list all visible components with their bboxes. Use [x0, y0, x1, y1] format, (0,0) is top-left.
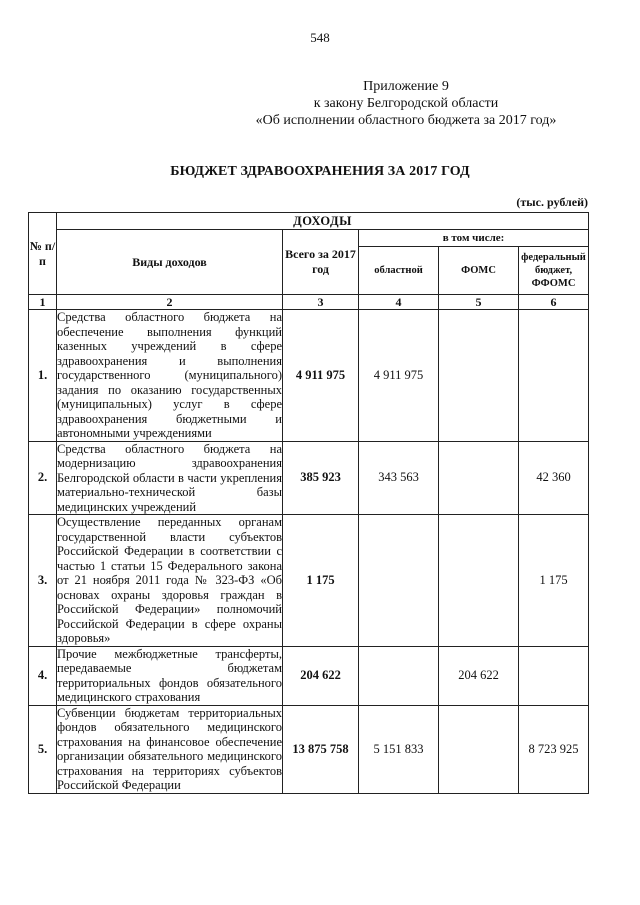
table-row — [29, 310, 589, 442]
column-number: 2 — [57, 295, 283, 310]
header-total: Всего за 2017 год — [283, 230, 359, 295]
row-description: Средства областного бюджета на модернизацию здравоохранения Белгородской области в части укрепления материально-технической базы медицинских учреждений — [57, 441, 282, 514]
table-row — [29, 515, 589, 647]
row-total: 13 875 758 — [283, 705, 359, 793]
row-regional — [359, 515, 439, 647]
row-federal — [519, 310, 589, 442]
header-kind: Виды доходов — [57, 230, 283, 295]
row-number: 4. — [29, 646, 57, 705]
header-foms: ФОМС — [439, 247, 519, 295]
row-foms — [439, 310, 519, 442]
appendix-note — [226, 78, 586, 129]
page-number: 548 — [310, 30, 330, 45]
row-regional: 343 563 — [359, 441, 439, 515]
row-foms — [439, 705, 519, 793]
row-foms — [439, 515, 519, 647]
row-regional — [359, 646, 439, 705]
column-number: 5 — [439, 295, 519, 310]
row-foms — [439, 441, 519, 515]
row-total: 4 911 975 — [283, 310, 359, 442]
row-federal — [519, 646, 589, 705]
row-total: 385 923 — [283, 441, 359, 515]
document-title: БЮДЖЕТ ЗДРАВООХРАНЕНИЯ ЗА 2017 ГОД — [170, 164, 470, 179]
header-including: в том числе: — [359, 230, 589, 247]
row-description: Прочие межбюджетные трансферты, передаваемые бюджетам территориальных фондов обязательного медицинского страхования — [57, 646, 282, 704]
column-number: 6 — [519, 295, 589, 310]
row-federal: 8 723 925 — [519, 705, 589, 793]
row-federal: 1 175 — [519, 515, 589, 647]
column-number: 3 — [283, 295, 359, 310]
budget-table — [28, 212, 589, 794]
units-label: (тыс. рублей) — [516, 195, 588, 209]
header-regional: областной — [359, 247, 439, 295]
header-federal: федеральный бюджет, ФФОМС — [519, 247, 589, 295]
row-number: 2. — [29, 441, 57, 515]
row-description: Средства областного бюджета на обеспечение выполнения функций казенных учреждений в сфере здравоохранения и выполнения государственного (муниципального) задания по оказанию государственных (муниципальных) услуг в сфере здравоохранения бюджетными и автономными учреждениями — [57, 310, 282, 440]
column-number: 1 — [29, 295, 57, 310]
row-description: Субвенции бюджетам территориальных фондов обязательного медицинского страхования на финансовое обеспечение организации обязательного медицинского страхования на территориях субъектов Российской Федерации — [57, 705, 282, 792]
row-federal: 42 360 — [519, 441, 589, 515]
column-number: 4 — [359, 295, 439, 310]
appendix-line-1: Приложение 9 — [363, 79, 449, 94]
row-regional: 4 911 975 — [359, 310, 439, 442]
row-foms: 204 622 — [439, 646, 519, 705]
table-row — [29, 705, 589, 793]
appendix-line-3: «Об исполнении областного бюджета за 2017 год» — [255, 113, 557, 128]
column-numbers-row — [29, 295, 589, 310]
header-num: № п/п — [29, 213, 57, 295]
table-row — [29, 441, 589, 515]
row-total: 204 622 — [283, 646, 359, 705]
table-row — [29, 646, 589, 705]
header-revenues: ДОХОДЫ — [57, 213, 589, 230]
row-regional: 5 151 833 — [359, 705, 439, 793]
row-number: 1. — [29, 310, 57, 442]
row-number: 3. — [29, 515, 57, 647]
appendix-line-2: к закону Белгородской области — [313, 96, 499, 111]
row-description: Осуществление переданных органам государственной власти субъектов Российской Федерации в соответствии с частью 1 статьи 15 Федерального закона от 21 ноября 2011 года № 323-ФЗ «Об основах охраны здоровья граждан в Российской Федерации» полномочий Российской Федерации в сфере охраны здоровья» — [57, 515, 282, 645]
row-number: 5. — [29, 705, 57, 793]
row-total: 1 175 — [283, 515, 359, 647]
